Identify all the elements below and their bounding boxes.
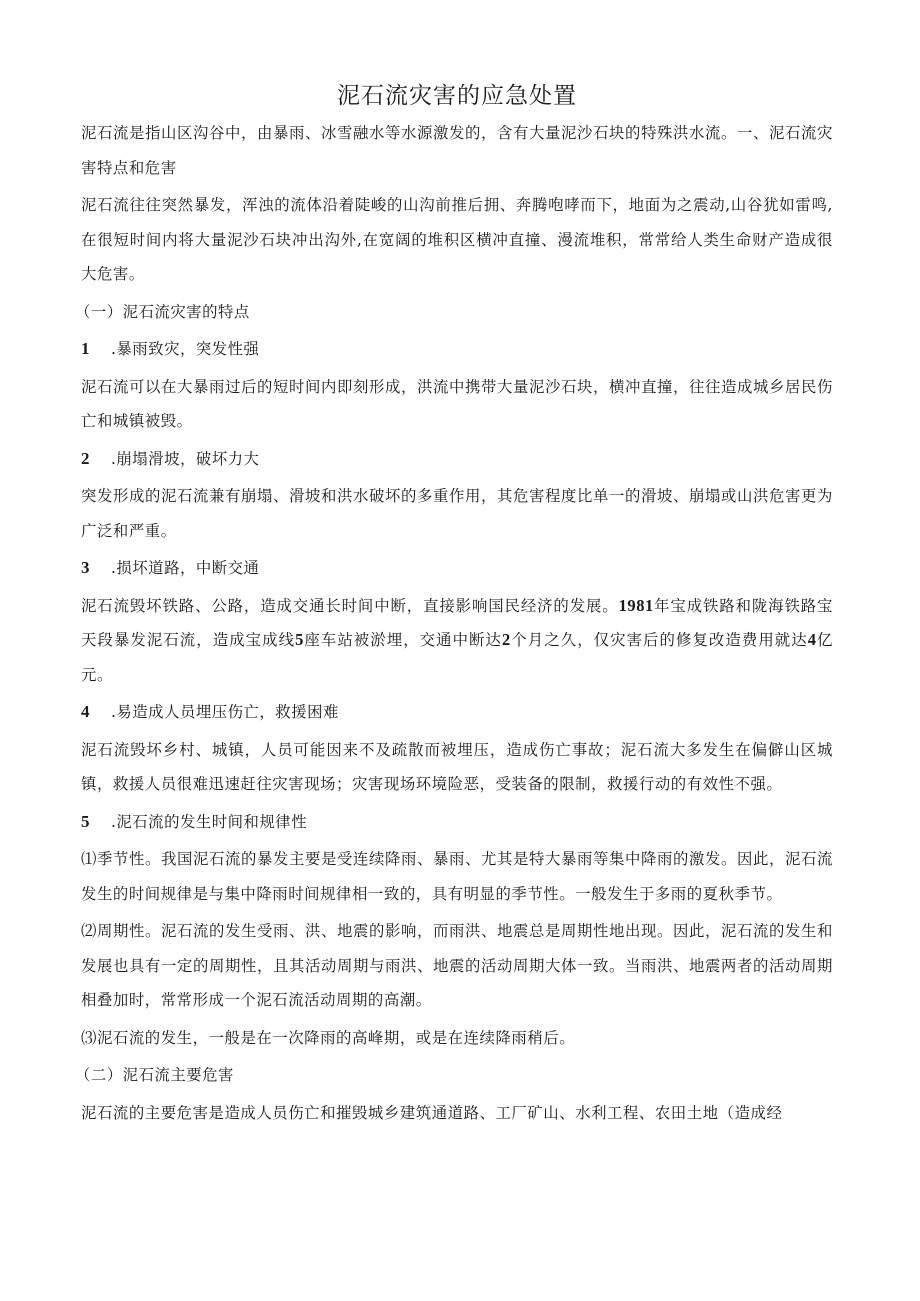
feature-number: 2 (81, 448, 90, 468)
feature-number: 5 (81, 811, 90, 831)
cost-amount: 4 (807, 630, 817, 649)
feature-body-3 (81, 589, 833, 693)
overview-paragraph: 泥石流往往突然暴发，浑浊的流体沿着陡峻的山沟前推后拥、奔腾咆哮而下，地面为之震动,山谷犹如雷鸣,在很短时间内将大量泥沙石块冲出沟外,在宽阔的堆积区横冲直撞、漫流堆积，常常给人类生命财产造成很大危害。 (81, 196, 833, 283)
body-text: 泥石流毁坏铁路、公路，造成交通长时间中断，直接影响国民经济的发展。 (81, 596, 619, 615)
subitem-timing: ⑶泥石流的发生，一般是在一次降雨的高峰期，或是在连续降雨稍后。 (81, 1028, 576, 1047)
feature-heading-3 (81, 551, 833, 586)
station-count: 5 (295, 630, 304, 649)
month-count: 2 (502, 630, 511, 649)
feature-heading-1 (81, 332, 833, 367)
document-title: 泥石流灾害的应急处置 (337, 83, 577, 109)
section-heading-features: （一）泥石流灾害的特点 (75, 302, 250, 321)
body-text: 座车站被淤埋，交通中断达 (303, 631, 502, 649)
feature-heading-4 (81, 695, 833, 730)
year-number: 1981 (618, 595, 654, 615)
section-heading-hazards: （二）泥石流主要危害 (75, 1066, 234, 1084)
feature-number: 4 (81, 702, 90, 721)
feature-body-2: 突发形成的泥石流兼有崩塌、滑坡和洪水破坏的多重作用，其危害程度比单一的滑坡、崩塌或山洪危害更为广泛和严重。 (81, 487, 833, 540)
feature-heading-5 (81, 805, 833, 840)
feature-heading-text: .损坏道路，中断交通 (111, 559, 260, 577)
feature-heading-text: .易造成人员埋压伤亡，救援困难 (111, 703, 339, 721)
feature-body-4: 泥石流毁坏乡村、城镇，人员可能因来不及疏散而被埋压，造成伤亡事故；泥石流大多发生在偏僻山区城镇，救援人员很难迅速赶往灾害现场；灾害现场环境险恶，受装备的限制，救援行动的有效性不强。 (81, 740, 833, 793)
body-text: 亿元。 (81, 631, 833, 684)
subitem-periodicity: ⑵周期性。泥石流的发生受雨、洪、地震的影响，而雨洪、地震总是周期性地出现。因此，泥石流的发生和发展也具有一定的周期性，且其活动周期与雨洪、地震的活动周期大体一致。当雨洪、地震两者的活动周期相叠加时，常常形成一个泥石流活动周期的高潮。 (81, 922, 833, 1009)
feature-number: 3 (81, 558, 90, 577)
body-text: 年宝成铁路和陇海铁路宝天段暴发泥石流，造成宝成线 (81, 596, 833, 649)
feature-number: 1 (81, 339, 90, 358)
body-text: 个月之久，仅灾害后的修复改造费用就达 (510, 631, 808, 649)
subitem-seasonality: ⑴季节性。我国泥石流的暴发主要是受连续降雨、暴雨、尤其是特大暴雨等集中降雨的激发。因此，泥石流发生的时间规律是与集中降雨时间规律相一致的，具有明显的季节性。一般发生于多雨的夏秋季节。 (81, 850, 833, 903)
feature-body-1: 泥石流可以在大暴雨过后的短时间内即刻形成，洪流中携带大量泥沙石块，横冲直撞，往往造成城乡居民伤亡和城镇被毁。 (81, 377, 833, 430)
closing-paragraph: 泥石流的主要危害是造成人员伤亡和摧毁城乡建筑通道路、工厂矿山、水利工程、农田土地（造成经 (81, 1103, 783, 1122)
feature-heading-text: .暴雨致灾，突发性强 (111, 340, 260, 358)
feature-heading-2 (81, 442, 833, 477)
feature-heading-text: .崩塌滑坡，破坏力大 (111, 449, 260, 468)
intro-paragraph: 泥石流是指山区沟谷中，由暴雨、冰雪融水等水源激发的，含有大量泥沙石块的特殊洪水流。一、泥石流灾害特点和危害 (81, 124, 833, 177)
document-page (75, 78, 833, 1133)
feature-heading-text: .泥石流的发生时间和规律性 (111, 812, 308, 831)
